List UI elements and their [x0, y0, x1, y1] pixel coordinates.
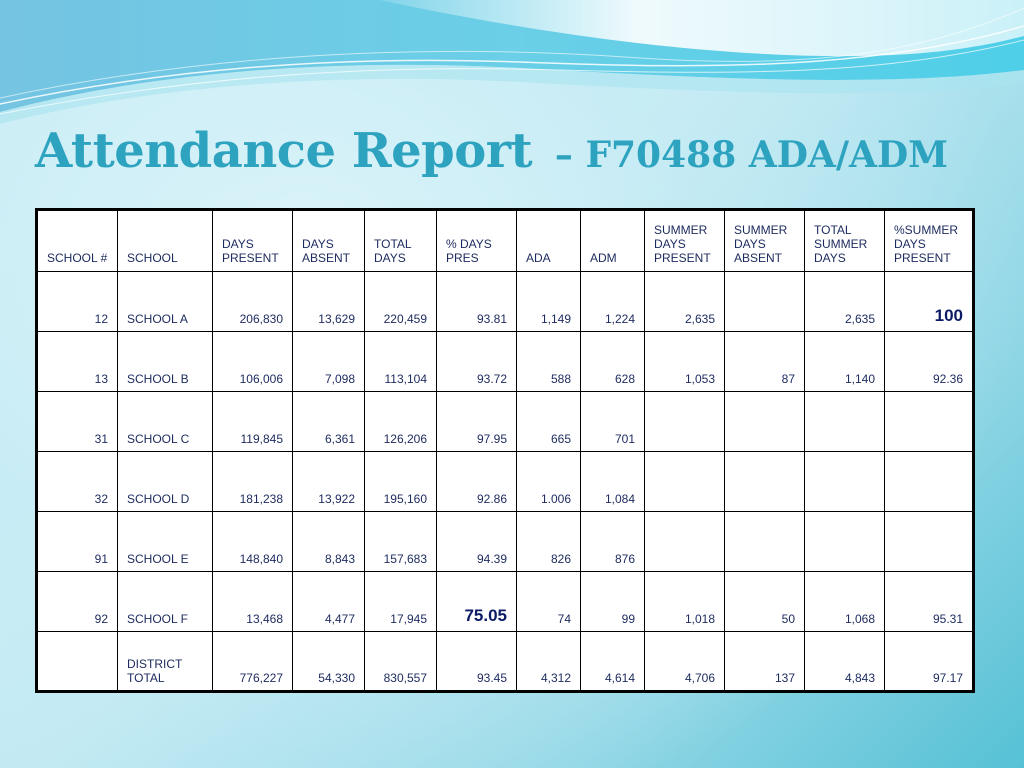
header-school-no: SCHOOL # — [37, 210, 118, 272]
table-row — [37, 392, 974, 452]
cell-ada: 74 — [517, 572, 581, 632]
cell-pct-days-pres: 92.86 — [437, 452, 517, 512]
cell-total-summer-days: 2,635 — [805, 272, 885, 332]
slide-title-main: Attendance Report — [35, 123, 533, 179]
cell-summer-days-absent — [725, 452, 805, 512]
cell-summer-days-absent: 87 — [725, 332, 805, 392]
cell-total-days: 126,206 — [365, 392, 437, 452]
cell-summer-days-absent — [725, 512, 805, 572]
cell-summer-days-present: 1,053 — [645, 332, 725, 392]
cell-total-summer-days: 1,068 — [805, 572, 885, 632]
header-adm: ADM — [581, 210, 645, 272]
table-total-row — [37, 632, 974, 692]
table-row — [37, 332, 974, 392]
cell-total-days: 830,557 — [365, 632, 437, 692]
cell-adm: 99 — [581, 572, 645, 632]
cell-days-present: 13,468 — [213, 572, 293, 632]
cell-total-days: 157,683 — [365, 512, 437, 572]
cell-ada: 4,312 — [517, 632, 581, 692]
cell-pct-days-pres: 75.05 — [437, 572, 517, 632]
cell-ada: 665 — [517, 392, 581, 452]
cell-pct-summer-days-present — [885, 392, 974, 452]
cell-pct-days-pres: 93.72 — [437, 332, 517, 392]
cell-summer-days-absent — [725, 272, 805, 332]
header-summer-days-present: SUMMER DAYS PRESENT — [645, 210, 725, 272]
cell-summer-days-present — [645, 452, 725, 512]
cell-pct-summer-days-present — [885, 512, 974, 572]
cell-ada: 1.006 — [517, 452, 581, 512]
cell-total-days: 17,945 — [365, 572, 437, 632]
cell-school-name: SCHOOL C — [118, 392, 213, 452]
cell-school-name: SCHOOL B — [118, 332, 213, 392]
cell-summer-days-present — [645, 392, 725, 452]
cell-days-absent: 8,843 — [293, 512, 365, 572]
cell-school-no: 32 — [37, 452, 118, 512]
header-wave-decoration — [0, 0, 1024, 130]
cell-days-absent: 6,361 — [293, 392, 365, 452]
cell-total-summer-days: 1,140 — [805, 332, 885, 392]
cell-school-name: SCHOOL A — [118, 272, 213, 332]
cell-total-summer-days — [805, 392, 885, 452]
cell-adm: 876 — [581, 512, 645, 572]
cell-pct-summer-days-present: 95.31 — [885, 572, 974, 632]
table-row — [37, 272, 974, 332]
cell-adm: 4,614 — [581, 632, 645, 692]
cell-pct-days-pres: 93.45 — [437, 632, 517, 692]
header-total-summer-days: TOTAL SUMMER DAYS — [805, 210, 885, 272]
header-ada: ADA — [517, 210, 581, 272]
table-row — [37, 512, 974, 572]
cell-days-absent: 4,477 — [293, 572, 365, 632]
slide-title-subtitle: – F70488 ADA/ADM — [554, 134, 949, 176]
cell-summer-days-present: 2,635 — [645, 272, 725, 332]
header-days-absent: DAYS ABSENT — [293, 210, 365, 272]
header-summer-days-absent: SUMMER DAYS ABSENT — [725, 210, 805, 272]
cell-total-days: 220,459 — [365, 272, 437, 332]
cell-pct-days-pres: 94.39 — [437, 512, 517, 572]
cell-school-name: SCHOOL F — [118, 572, 213, 632]
cell-total-days: 113,104 — [365, 332, 437, 392]
cell-summer-days-present: 4,706 — [645, 632, 725, 692]
cell-days-present: 148,840 — [213, 512, 293, 572]
cell-days-present: 776,227 — [213, 632, 293, 692]
cell-adm: 1,084 — [581, 452, 645, 512]
cell-school-name: SCHOOL D — [118, 452, 213, 512]
cell-school-no: 91 — [37, 512, 118, 572]
cell-summer-days-absent: 137 — [725, 632, 805, 692]
cell-days-present: 106,006 — [213, 332, 293, 392]
cell-total-summer-days — [805, 452, 885, 512]
cell-summer-days-present: 1,018 — [645, 572, 725, 632]
header-pct-summer-days-present: %SUMMER DAYS PRESENT — [885, 210, 974, 272]
cell-total-summer-days — [805, 512, 885, 572]
cell-summer-days-absent — [725, 392, 805, 452]
cell-school-no: 13 — [37, 332, 118, 392]
cell-ada: 588 — [517, 332, 581, 392]
cell-summer-days-present — [645, 512, 725, 572]
cell-days-present: 206,830 — [213, 272, 293, 332]
cell-ada: 826 — [517, 512, 581, 572]
slide-title — [35, 123, 949, 179]
cell-total-summer-days: 4,843 — [805, 632, 885, 692]
attendance-table — [35, 208, 975, 693]
header-school: SCHOOL — [118, 210, 213, 272]
cell-adm: 701 — [581, 392, 645, 452]
cell-school-no: 92 — [37, 572, 118, 632]
cell-days-present: 119,845 — [213, 392, 293, 452]
cell-adm: 628 — [581, 332, 645, 392]
cell-total-days: 195,160 — [365, 452, 437, 512]
cell-ada: 1,149 — [517, 272, 581, 332]
header-days-present: DAYS PRESENT — [213, 210, 293, 272]
cell-pct-summer-days-present: 97.17 — [885, 632, 974, 692]
cell-days-absent: 13,629 — [293, 272, 365, 332]
cell-summer-days-absent: 50 — [725, 572, 805, 632]
cell-days-absent: 7,098 — [293, 332, 365, 392]
table-row — [37, 452, 974, 512]
cell-days-absent: 13,922 — [293, 452, 365, 512]
table-header-row — [37, 210, 974, 272]
cell-pct-summer-days-present: 92.36 — [885, 332, 974, 392]
cell-school-no — [37, 632, 118, 692]
cell-pct-days-pres: 93.81 — [437, 272, 517, 332]
cell-school-no: 31 — [37, 392, 118, 452]
cell-adm: 1,224 — [581, 272, 645, 332]
cell-pct-summer-days-present: 100 — [885, 272, 974, 332]
cell-days-present: 181,238 — [213, 452, 293, 512]
cell-pct-days-pres: 97.95 — [437, 392, 517, 452]
cell-school-name: DISTRICT TOTAL — [118, 632, 213, 692]
cell-school-no: 12 — [37, 272, 118, 332]
table-row — [37, 572, 974, 632]
header-total-days: TOTAL DAYS — [365, 210, 437, 272]
cell-days-absent: 54,330 — [293, 632, 365, 692]
cell-pct-summer-days-present — [885, 452, 974, 512]
cell-school-name: SCHOOL E — [118, 512, 213, 572]
header-pct-days-pres: % DAYS PRES — [437, 210, 517, 272]
